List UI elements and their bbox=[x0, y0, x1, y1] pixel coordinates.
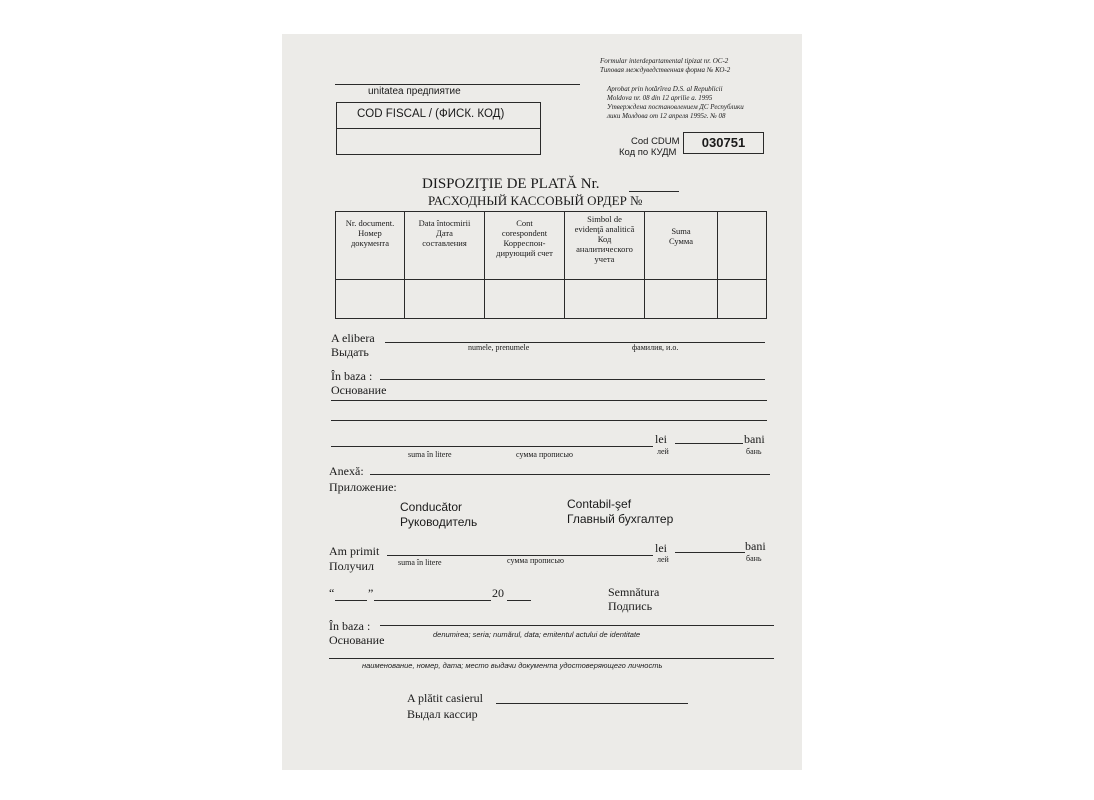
in-baza-line[interactable] bbox=[380, 379, 765, 380]
id-document-line[interactable] bbox=[329, 658, 774, 659]
semnatura-label: Semnătura bbox=[608, 585, 660, 599]
approval-line-3: Утверждена постановлением ДС Республики bbox=[607, 103, 744, 111]
podpis-label: Подпись bbox=[608, 599, 653, 613]
suma-litere-caption: suma în litere bbox=[408, 450, 452, 459]
glavnyi-label: Главный бухгалтер bbox=[567, 512, 674, 526]
unit-label: unitatea предпиятие bbox=[368, 86, 461, 97]
cell-nr-document[interactable] bbox=[336, 280, 405, 319]
date-day-line[interactable] bbox=[335, 600, 367, 601]
form-number-ru: Типовая междуведственная форма № КО-2 bbox=[600, 66, 731, 74]
lei-value-line[interactable] bbox=[675, 443, 743, 444]
cell-cont[interactable] bbox=[485, 280, 565, 319]
date-year-label: 20 bbox=[492, 586, 504, 600]
am-primit-label: Am primit bbox=[329, 544, 380, 558]
date-month-line[interactable] bbox=[374, 600, 491, 601]
approval-line-4: лики Молдова от 12 апреля 1995г. № 08 bbox=[607, 112, 726, 120]
summa-propisyu-caption-2: сумма прописью bbox=[507, 556, 564, 565]
cod-cdum-value: 030751 bbox=[683, 132, 764, 154]
osnovanie-label-2: Основание bbox=[329, 633, 385, 647]
cod-fiscal-label: COD FISCAL / (ФИСК. КОД) bbox=[357, 108, 505, 120]
cell-suma[interactable] bbox=[645, 280, 718, 319]
a-elibera-line[interactable] bbox=[385, 342, 765, 343]
unit-line bbox=[335, 84, 580, 85]
date-quote-open: “ bbox=[329, 586, 335, 600]
form-number-ro: Formular interdepartamental tipizat nr. OC-2 bbox=[600, 57, 729, 65]
osnovanie-line-1[interactable] bbox=[331, 400, 767, 401]
col-header-cont: Cont corespondent Корреспон- дирующий счет bbox=[485, 212, 565, 280]
date-year-line[interactable] bbox=[507, 600, 531, 601]
a-elibera-label: A elibera bbox=[331, 331, 375, 345]
title-ru: РАСХОДНЫЙ КАССОВЫЙ ОРДЕР № bbox=[428, 193, 643, 208]
col-header-nr-document: Nr. document. Номер документа bbox=[336, 212, 405, 280]
approval-line-1: Aprobat prin hotărîrea D.S. al Republicii bbox=[607, 85, 723, 93]
cod-cdum-label-ru: Код по КУДМ bbox=[619, 147, 677, 158]
bani-label: bani bbox=[744, 432, 765, 446]
lei-label: lei bbox=[655, 432, 667, 446]
date-quote-close: ” bbox=[368, 586, 374, 600]
prilozhenie-label: Приложение: bbox=[329, 480, 397, 494]
denumirea-caption: denumirea; seria; numărul, data; emitentul actului de identitate bbox=[433, 630, 641, 639]
anexa-line[interactable] bbox=[370, 474, 770, 475]
in-baza-label: În baza : bbox=[331, 369, 373, 383]
cell-data[interactable] bbox=[405, 280, 485, 319]
in-baza-label-2: În baza : bbox=[329, 619, 371, 633]
vydal-label: Выдал кассир bbox=[407, 707, 478, 721]
poluchil-label: Получил bbox=[329, 559, 374, 573]
cod-fiscal-divider bbox=[337, 128, 540, 129]
familia-caption: фамилия, и.о. bbox=[632, 343, 679, 352]
conducator-label: Conducător bbox=[400, 500, 463, 514]
cod-cdum-label-ro: Cod CDUM bbox=[631, 136, 680, 147]
vydat-label: Выдать bbox=[331, 345, 369, 359]
rukovoditel-label: Руководитель bbox=[400, 515, 478, 529]
osnovanie-label: Основание bbox=[331, 383, 387, 397]
casier-line[interactable] bbox=[496, 703, 688, 704]
col-header-data: Data întocmirii Дата составления bbox=[405, 212, 485, 280]
col-header-suma: Suma Сумма bbox=[645, 212, 718, 280]
bani-label-2: bani bbox=[745, 539, 766, 553]
numele-caption: numele, prenumele bbox=[468, 343, 530, 352]
bani-ru-caption: бань bbox=[746, 447, 762, 456]
lei-ru-caption: лей bbox=[657, 447, 669, 456]
lei-ru-caption-2: лей bbox=[657, 555, 669, 564]
document-table bbox=[335, 211, 767, 319]
naimenovanie-caption: наименование, номер, дата; место выдачи документа удостоверяющего личность bbox=[362, 661, 663, 670]
contabil-label: Contabil-şef bbox=[567, 497, 632, 511]
summa-propisyu-caption: сумма прописью bbox=[516, 450, 573, 459]
suma-litere-line[interactable] bbox=[331, 446, 653, 447]
col-header-empty bbox=[718, 212, 767, 280]
approval-line-2: Moldova nr. 08 din 12 aprilie a. 1995 bbox=[607, 94, 713, 102]
a-platit-label: A plătit casierul bbox=[407, 691, 483, 705]
cod-fiscal-box bbox=[336, 102, 541, 155]
title-number-line bbox=[629, 191, 679, 192]
col-header-simbol: Simbol de evidenţă analitică Код аналитического учета bbox=[565, 212, 645, 280]
in-baza-line-2[interactable] bbox=[380, 625, 774, 626]
anexa-label: Anexă: bbox=[329, 464, 364, 478]
bani-ru-caption-2: бань bbox=[746, 554, 762, 563]
osnovanie-line-2[interactable] bbox=[331, 420, 767, 421]
lei-value-line-2[interactable] bbox=[675, 552, 745, 553]
cell-simbol[interactable] bbox=[565, 280, 645, 319]
title-ro: DISPOZIŢIE DE PLATĂ Nr. bbox=[422, 176, 600, 192]
suma-litere-caption-2: suma în litere bbox=[398, 558, 442, 567]
lei-label-2: lei bbox=[655, 541, 667, 555]
cell-extra[interactable] bbox=[718, 280, 767, 319]
payment-order-form bbox=[282, 34, 802, 770]
